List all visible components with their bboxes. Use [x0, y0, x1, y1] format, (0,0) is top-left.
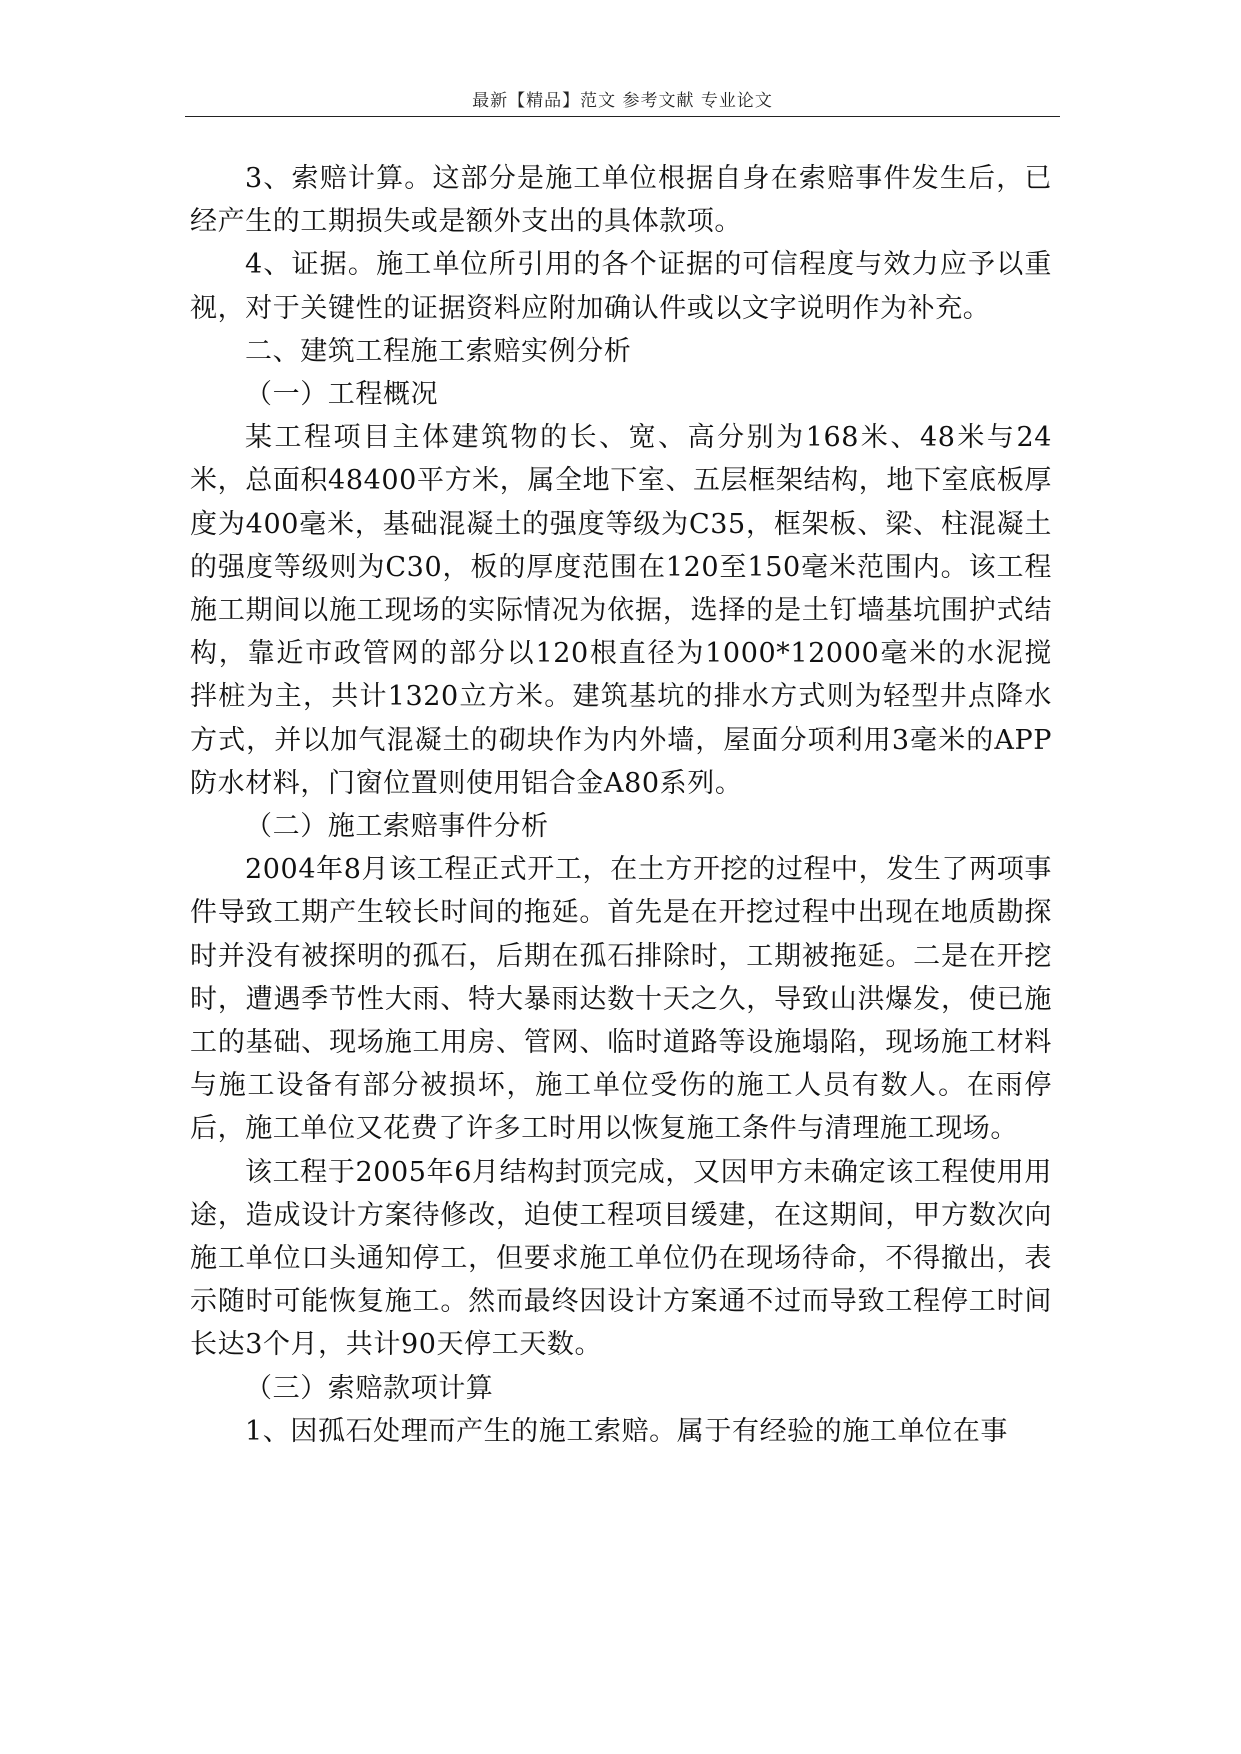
header-divider — [185, 116, 1060, 117]
subsection-heading-claim-amounts: （三）索赔款项计算 — [245, 1372, 494, 1404]
paragraph-project-overview: 某工程项目主体建筑物的长、宽、高分别为168米、48米与24米，总面积48400平方米，属全地下室、五层框架结构，地下室底板厚度为400毫米，基础混凝土的强度等级为C35，框架板、梁、柱混凝土的强度等级则为C30，板的厚度范围在120至150毫米范围内。该工程施工期间以施工现场的实际情况为依据，选择的是土钉墙基坑围护式结构，靠近市政管网的部分以120根直径为1000*12000毫米的水泥搅拌桩为主，共计1320立方米。建筑基坑的排水方式则为轻型井点降水方式，并以加气混凝土的砌块作为内外墙，屋面分项利用3毫米的APP防水材料，门窗位置则使用铝合金A80系列。 — [190, 422, 1052, 799]
subsection-heading-claim-events: （二）施工索赔事件分析 — [245, 811, 549, 843]
paragraph-boulder-claim: 1、因孤石处理而产生的施工索赔。属于有经验的施工单位在事 — [245, 1415, 1008, 1447]
page-header: 最新【精品】范文 参考文献 专业论文 — [472, 91, 773, 111]
document-body — [190, 157, 1052, 1453]
paragraph-claim-events: 2004年8月该工程正式开工，在土方开挖的过程中，发生了两项事件导致工期产生较长时间的拖延。首先是在开挖过程中出现在地质勘探时并没有被探明的孤石，后期在孤石排除时，工期被拖延。二是在开挖时，遭遇季节性大雨、特大暴雨达数十天之久，导致山洪爆发，使已施工的基础、现场施工用房、管网、临时道路等设施塌陷，现场施工材料与施工设备有部分被损坏，施工单位受伤的施工人员有数人。在雨停后，施工单位又花费了许多工时用以恢复施工条件与清理施工现场。 — [190, 854, 1052, 1145]
paragraph-work-stoppage: 该工程于2005年6月结构封顶完成，又因甲方未确定该工程使用用途，造成设计方案待修改，迫使工程项目缓建，在这期间，甲方数次向施工单位口头通知停工，但要求施工单位仍在现场待命，不得撤出，表示随时可能恢复施工。然而最终因设计方案通不过而导致工程停工时间长达3个月，共计90天停工天数。 — [190, 1156, 1052, 1361]
paragraph-evidence: 4、证据。施工单位所引用的各个证据的可信程度与效力应予以重视，对于关键性的证据资料应附加确认件或以文字说明作为补充。 — [190, 249, 1052, 324]
section-heading-case-analysis: 二、建筑工程施工索赔实例分析 — [245, 335, 632, 367]
subsection-heading-project-overview: （一）工程概况 — [245, 379, 439, 411]
paragraph-claim-calculation: 3、索赔计算。这部分是施工单位根据自身在索赔事件发生后，已经产生的工期损失或是额外支出的具体款项。 — [190, 163, 1052, 238]
